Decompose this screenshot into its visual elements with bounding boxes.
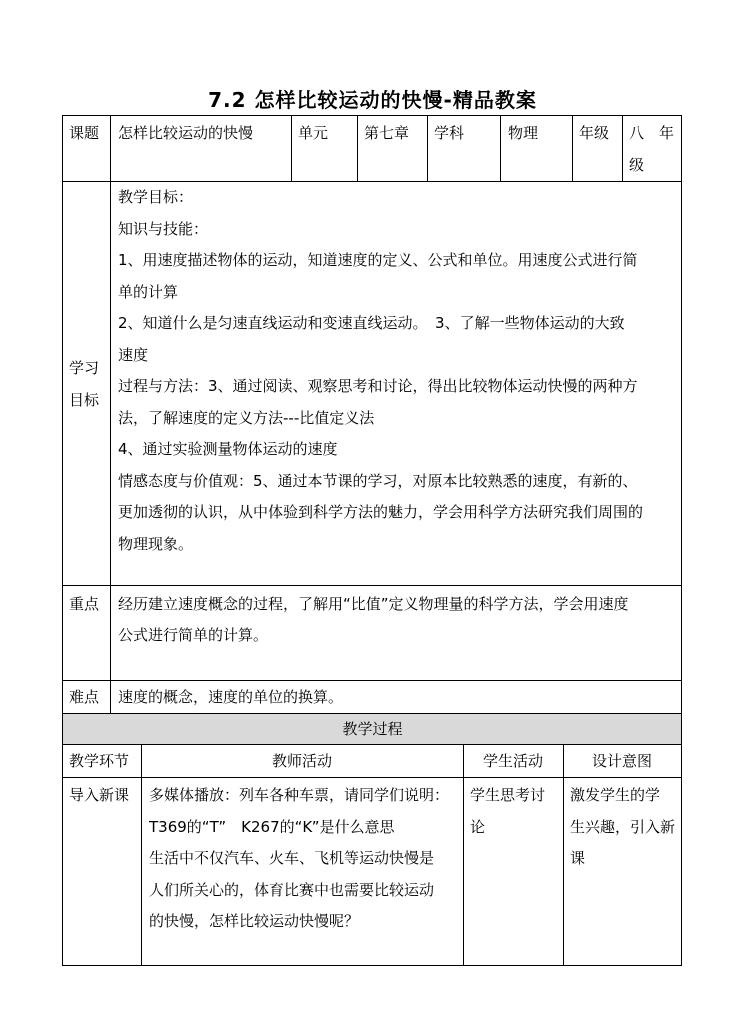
difficulties-text: 速度的概念，速度的单位的换算。 — [118, 688, 344, 706]
teacher-activity-line: T369的“T” K267的“K”是什么意思 — [149, 817, 395, 836]
grade-value: 八 年级 — [629, 124, 675, 174]
objectives-line: 更加透彻的认识，从中体验到科学方法的魅力，学会用科学方法研究我们周围的 — [118, 503, 644, 521]
col-header-stage: 教学环节 — [69, 752, 130, 770]
key-points-line: 经历建立速度概念的过程，了解用“比值”定义物理量的科学方法，学会用速度 — [118, 595, 629, 613]
student-activity-line: 论 — [470, 817, 486, 836]
subject-label: 学科 — [434, 124, 465, 142]
topic-value: 怎样比较运动的快慢 — [118, 124, 254, 142]
objectives-line: 过程与方法：3、通过阅读、观察思考和讨论，得出比较物体运动快慢的两种方 — [118, 377, 638, 395]
key-points-label: 重点 — [69, 595, 100, 613]
unit-label: 单元 — [298, 124, 329, 142]
row-stage: 导入新课 — [69, 786, 130, 804]
objectives-line: 单的计算 — [118, 282, 179, 301]
objectives-line: 1、用速度描述物体的运动，知道速度的定义、公式和单位。用速度公式进行简 — [118, 251, 638, 269]
topic-label: 课题 — [69, 124, 100, 142]
objectives-line: 教学目标： — [118, 188, 194, 206]
design-intent-line: 激发学生的学 — [570, 786, 661, 804]
objectives-line: 知识与技能： — [118, 219, 209, 238]
objectives-line: 情感态度与价值观：5、通过本节课的学习，对原本比较熟悉的速度，有新的、 — [118, 471, 638, 490]
objectives-line: 4、通过实验测量物体运动的速度 — [118, 440, 338, 458]
process-header: 教学过程 — [342, 720, 403, 738]
objectives-line: 2、知道什么是匀速直线运动和变速直线运动。 3、了解一些物体运动的大致 — [118, 314, 625, 332]
key-points-line: 公式进行简单的计算。 — [118, 626, 269, 644]
col-header-intent: 设计意图 — [591, 752, 652, 770]
page-title: 7.2 怎样比较运动的快慢-精品教案 — [208, 88, 537, 112]
design-intent-line: 课 — [570, 849, 586, 867]
objectives-line: 法，了解速度的定义方法---比值定义法 — [118, 408, 375, 427]
teacher-activity-line: 生活中不仅汽车、火车、飞机等运动快慢是 — [149, 849, 435, 867]
student-activity-line: 学生思考讨 — [470, 786, 546, 804]
difficulties-label: 难点 — [69, 688, 100, 706]
objectives-label: 学习目标 — [69, 359, 100, 409]
subject-value: 物理 — [508, 124, 539, 142]
col-header-teacher: 教师活动 — [271, 752, 332, 770]
teacher-activity-line: 人们所关心的，体育比赛中也需要比较运动 — [149, 880, 435, 899]
teacher-activity-line: 多媒体播放：列车各种车票，请同学们说明： — [149, 786, 450, 804]
design-intent-line: 生兴趣，引入新 — [570, 817, 676, 836]
col-header-student: 学生活动 — [482, 752, 543, 770]
objectives-line: 物理现象。 — [118, 534, 194, 553]
objectives-line: 速度 — [118, 345, 149, 364]
teacher-activity-line: 的快慢，怎样比较运动快慢呢？ — [149, 912, 360, 930]
grade-label: 年级 — [579, 124, 610, 142]
unit-value: 第七章 — [364, 124, 410, 142]
